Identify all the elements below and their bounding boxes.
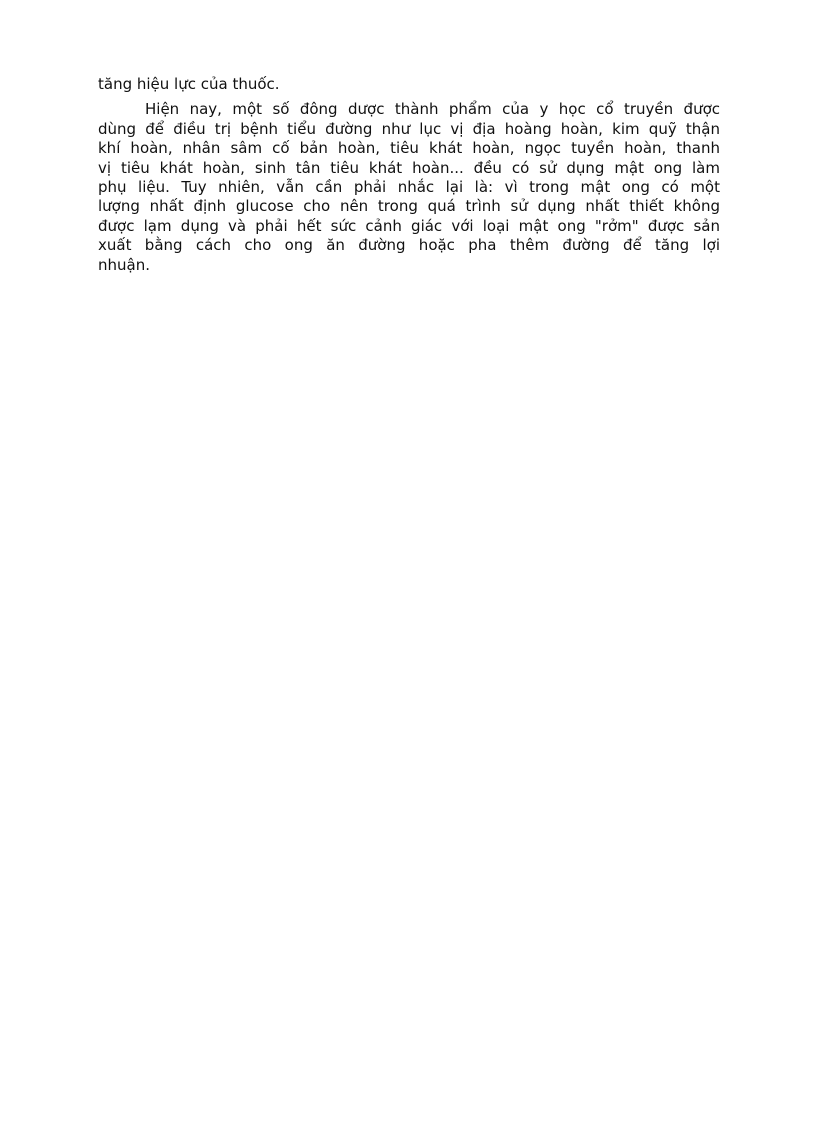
paragraph-line: dùng để điều trị bệnh tiểu đường như lục vị địa hoàng hoàn, kim quỹ thận	[98, 119, 720, 138]
paragraph-line: Hiện nay, một số đông dược thành phẩm của y học cổ truyền được	[145, 100, 720, 119]
paragraph-line: lượng nhất định glucose cho nên trong quá trình sử dụng nhất thiết không	[98, 197, 720, 216]
paragraph-line: được lạm dụng và phải hết sức cảnh giác với loại mật ong "rởm" được sản	[98, 216, 720, 235]
paragraph-line: vị tiêu khát hoàn, sinh tân tiêu khát hoàn... đều có sử dụng mật ong làm	[98, 158, 720, 177]
paragraph-fragment: tăng hiệu lực của thuốc.	[98, 75, 280, 93]
document-body	[98, 75, 720, 275]
paragraph-line: khí hoàn, nhân sâm cố bản hoàn, tiêu khát hoàn, ngọc tuyền hoàn, thanh	[98, 139, 720, 158]
paragraph	[98, 100, 720, 275]
paragraph-line: phụ liệu. Tuy nhiên, vẫn cần phải nhắc lại là: vì trong mật ong có một	[98, 177, 720, 196]
paragraph-line: nhuận.	[98, 255, 150, 274]
paragraph-line: xuất bằng cách cho ong ăn đường hoặc pha thêm đường để tăng lợi	[98, 236, 720, 255]
